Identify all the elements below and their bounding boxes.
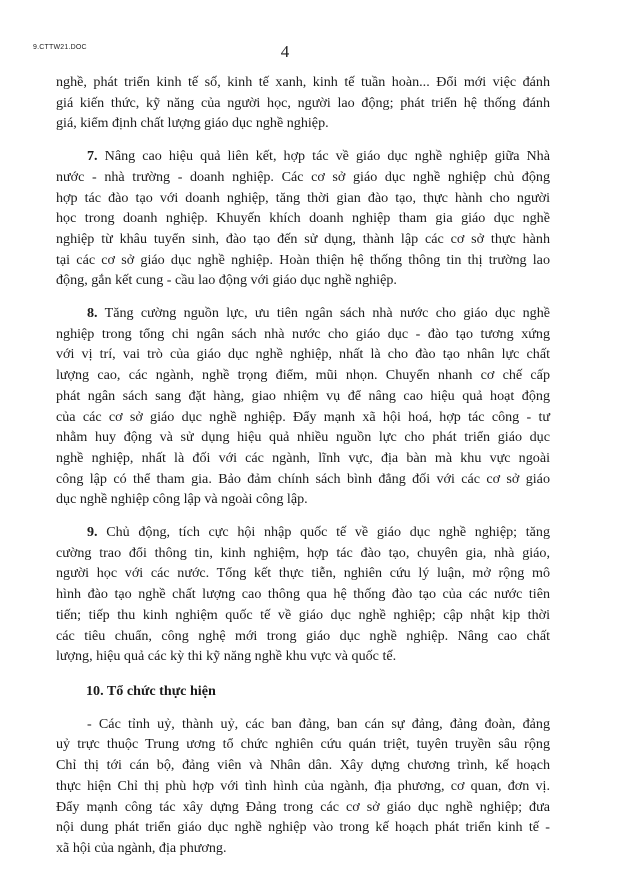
text-line: Tăng cường nguồn lực, ưu tiên ngân sách nhà nước cho giáo dục nghề [97,305,550,322]
text-line: lượng cao, các ngành, nghề trọng điểm, mũi nhọn. Chuyển nhanh cơ chế cấp [56,367,550,384]
text-line: tại các cơ sở giáo dục nghề nghiệp. Hoàn thiện hệ thống thông tin thị trường lao [56,251,550,268]
text-line: nghiệp từ khâu tuyển sinh, đào tạo đến sử dụng, thành lập các cơ sở thực hành [56,230,550,247]
text-line: nội dung phát triển giáo dục nghề nghiệp vào trong kế hoạch phát triển kinh tế - [56,819,550,836]
item-number: 7. [87,148,98,165]
document-id: 9.CTTW21.DOC [33,44,87,51]
text-line: uỷ trực thuộc Trung ương tổ chức nghiên cứu quán triệt, tuyên truyền sâu rộng [56,736,550,753]
text-line: hợp tác đào tạo với doanh nghiệp, tăng thời gian đào tạo, thực hành cho người [56,189,550,206]
text-line: cường trao đổi thông tin, kinh nghiệm, hợp tác đào tạo, chuyên gia, nhà giáo, [56,544,550,561]
text-line: Chỉ thị tới cán bộ, đảng viên và Nhân dân. Xây dựng chương trình, kế hoạch [56,757,550,774]
text-line: phát ngân sách sang đặt hàng, giao nhiệm vụ để nâng cao hiệu quả hoạt động [56,387,550,404]
text-line: hình đào tạo nghề chất lượng cao thông qua hệ thống đào tạo của các nước tiên [56,586,550,603]
text-line: giá kiến thức, kỹ năng của người học, người lao động; phát triển hệ thống đánh [56,94,550,111]
paragraph-9 [56,522,550,667]
text-line: - Các tỉnh uỷ, thành uỷ, các ban đảng, ban cán sự đảng, đảng đoàn, đảng [87,715,550,732]
text-line: người học với các nước. Tổng kết thực tiễn, nghiên cứu lý luận, mở rộng mô [56,565,550,582]
item-number: 9. [87,524,98,541]
text-line: động, gắn kết cung - cầu lao động với giáo dục nghề nghiệp. [56,272,397,289]
text-line: dục nghề nghiệp công lập và ngoài công lập. [56,491,308,508]
text-line-first [56,522,550,543]
text-line: Đẩy mạnh công tác xây dựng Đảng trong các cơ sở giáo dục nghề nghiệp; đưa [56,798,550,815]
text-line: tiến; tiếp thu kinh nghiệm quốc tế về giáo dục nghề nghiệp; cập nhật kịp thời [56,606,550,623]
document-body [56,72,550,859]
text-line: nghề nghiệp, nhất là đối với các ngành, lĩnh vực, địa bàn mà khu vực ngoài [56,449,550,466]
text-line: nhằm huy động và sử dụng hiệu quả nhiều nguồn lực cho phát triển giáo dục [56,429,550,446]
paragraph-section-10 [56,714,550,859]
text-line-first [56,303,550,324]
text-line: nước - nhà trường - doanh nghiệp. Các cơ sở giáo dục nghề nghiệp chủ động [56,168,550,185]
text-line: các tiêu chuẩn, công nghệ mới trong giáo dục nghề nghiệp. Nâng cao chất [56,627,550,644]
section-heading: 10. Tổ chức thực hiện [86,682,216,699]
text-line: công lập có thể tham gia. Bảo đảm chính sách bình đẳng đối với các cơ sở giáo [56,470,550,487]
text-line: thực hiện Chỉ thị phù hợp với tình hình của ngành, địa phương, cơ quan, đơn vị. [56,777,550,794]
text-line: học trong doanh nghiệp. Khuyến khích doanh nghiệp tham gia giáo dục nghề [56,210,550,227]
text-line: lượng, hiệu quả các kỳ thi kỹ năng nghề khu vực và quốc tế. [56,648,397,665]
text-line: xã hội của ngành, địa phương. [56,839,227,856]
text-line: giá, kiểm định chất lượng giáo dục nghề nghiệp. [56,115,329,132]
text-line: nghề, phát triển kinh tế số, kinh tế xanh, kinh tế tuần hoàn... Đổi mới việc đánh [56,74,550,90]
item-number: 8. [87,305,98,322]
paragraph-8 [56,303,550,510]
paragraph-continuation [56,72,550,134]
page-number: 4 [280,42,290,61]
text-line: của các cơ sở giáo dục nghề nghiệp. Đẩy mạnh xã hội hoá, hợp tác công - tư [56,408,550,425]
text-line-first [56,146,550,167]
text-line: với vị trí, vai trò của giáo dục nghề nghiệp, nhất là cho đào tạo nhân lực chất [56,346,550,363]
text-line: Nâng cao hiệu quả liên kết, hợp tác về giáo dục nghề nghiệp giữa Nhà [97,148,550,165]
text-line: nghiệp trong tổng chi ngân sách nhà nước cho giáo dục - đào tạo tương xứng [56,325,550,342]
paragraph-7 [56,146,550,291]
text-line: Chủ động, tích cực hội nhập quốc tế về giáo dục nghề nghiệp; tăng [97,524,550,541]
